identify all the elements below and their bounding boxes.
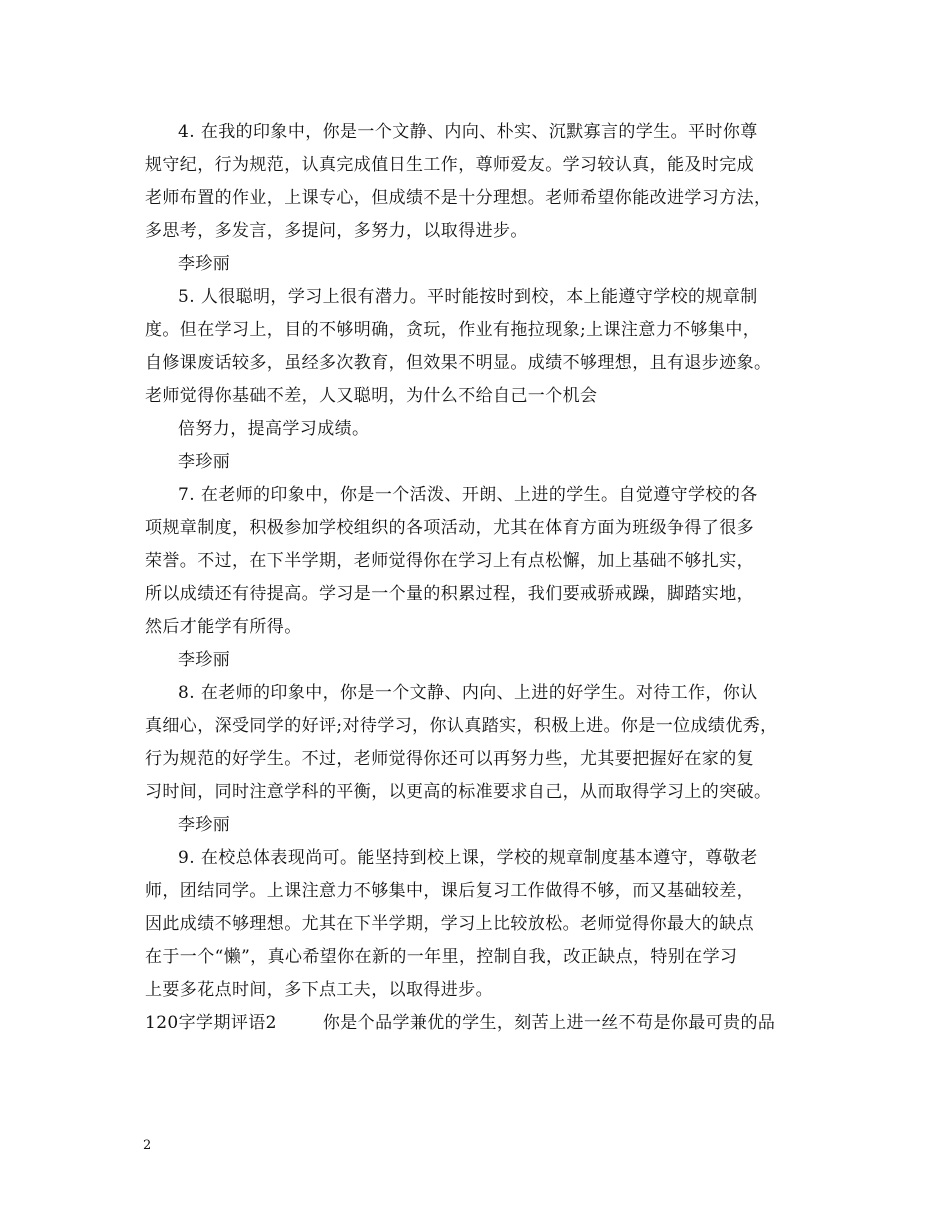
paragraph-8-line-1: 8. 在老师的印象中，你是一个文静、内向、上进的好学生。对待工作，你认 [178,683,758,703]
paragraph-8-line-2: 真细心，深受同学的好评;对待学习，你认真踏实，积极上进。你是一位成绩优秀， [145,716,778,736]
paragraph-4-line-4: 多思考，多发言，多提问，多努力，以取得进步。 [145,221,528,241]
paragraph-4-line-3: 老师布置的作业，上课专心，但成绩不是十分理想。老师希望你能改进学习方法， [145,188,772,208]
paragraph-5-line-5: 倍努力，提高学习成绩。 [178,419,370,439]
paragraph-9-line-3: 因此成绩不够理想。尤其在下半学期，学习上比较放松。老师觉得你最大的缺点 [145,914,754,934]
paragraph-7-line-4: 所以成绩还有待提高。学习是一个量的积累过程，我们要戒骄戒躁，脚踏实地， [145,584,754,604]
paragraph-5-line-3: 自修课废话较多，虽经多次教育，但效果不明显。成绩不够理想，且有退步迹象。 [145,353,772,373]
paragraph-9-line-1: 9. 在校总体表现尚可。能坚持到校上课，学校的规章制度基本遵守，尊敬老 [178,848,758,868]
paragraph-7-line-1: 7. 在老师的印象中，你是一个活泼、开朗、上进的学生。自觉遵守学校的各 [178,485,758,505]
signature-li-zhenli: 李珍丽 [178,650,231,670]
paragraph-7-line-2: 项规章制度，积极参加学校组织的各项活动，尤其在体育方面为班级争得了很多 [145,518,754,538]
paragraph-4-line-2: 规守纪，行为规范，认真完成值日生工作，尊师爱友。学习较认真，能及时完成 [145,155,754,175]
paragraph-4-line-1: 4. 在我的印象中，你是一个文静、内向、朴实、沉默寡言的学生。平时你尊 [178,122,758,142]
paragraph-7-line-3: 荣誉。不过，在下半学期，老师觉得你在学习上有点松懈，加上基础不够扎实， [145,551,754,571]
section-line [145,1012,775,1034]
paragraph-9-line-2: 师，团结同学。上课注意力不够集中，课后复习工作做得不够，而又基础较差， [145,881,754,901]
section-text: 你是个品学兼优的学生，刻苦上进一丝不苟是你最可贵的品 [322,1013,776,1033]
paragraph-5-line-1: 5. 人很聪明，学习上很有潜力。平时能按时到校，本上能遵守学校的规章制 [178,287,758,307]
section-heading: 120字学期评语2 [145,1013,277,1033]
page-number: 2 [143,1138,152,1153]
paragraph-8-line-3: 行为规范的好学生。不过，老师觉得你还可以再努力些，尤其要把握好在家的复 [145,749,754,769]
signature-li-zhenli: 李珍丽 [178,815,231,835]
paragraph-5-line-4: 老师觉得你基础不差，人又聪明，为什么不给自己一个机会 [145,386,598,406]
signature-li-zhenli: 李珍丽 [178,254,231,274]
paragraph-8-line-4: 习时间，同时注意学科的平衡，以更高的标准要求自己，从而取得学习上的突破。 [145,782,772,802]
paragraph-9-line-5: 上要多花点时间，多下点工夫，以取得进步。 [145,980,493,1000]
paragraph-5-line-2: 度。但在学习上，目的不够明确，贪玩，作业有拖拉现象;上课注意力不够集中， [145,320,761,340]
paragraph-9-line-4: 在于一个“懒”，真心希望你在新的一年里，控制自我，改正缺点，特别在学习 [145,947,738,967]
signature-li-zhenli: 李珍丽 [178,452,231,472]
paragraph-7-line-5: 然后才能学有所得。 [145,617,302,637]
